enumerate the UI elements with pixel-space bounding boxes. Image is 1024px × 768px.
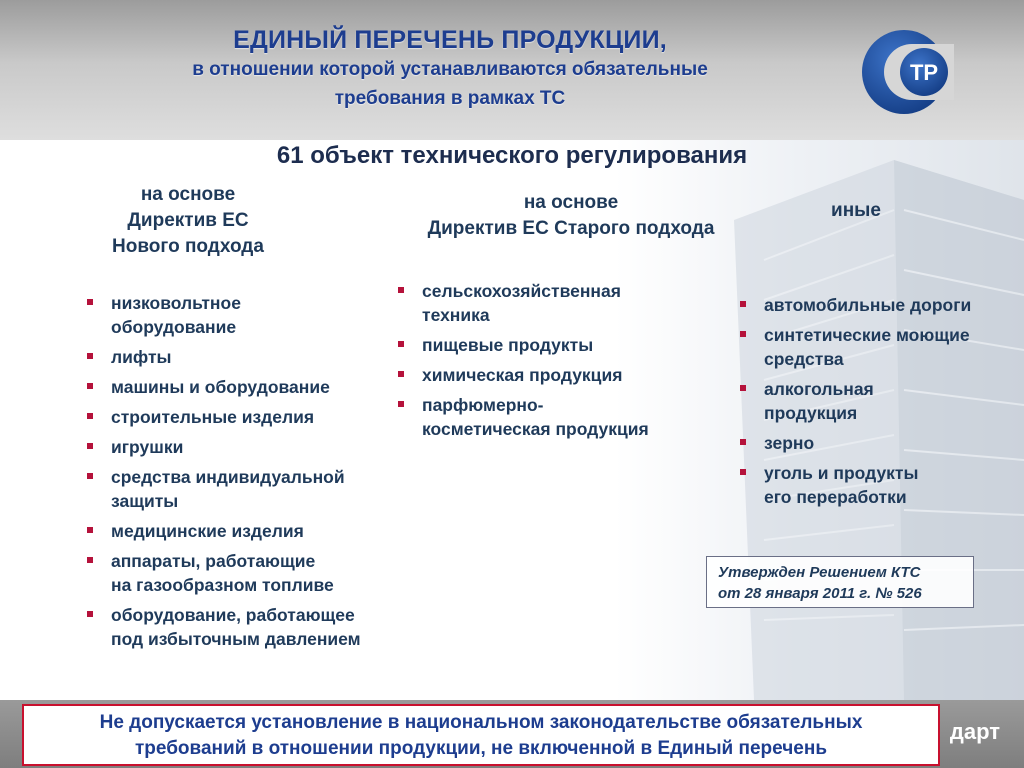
heading-line: Нового подхода xyxy=(112,236,264,257)
list-item: зерно xyxy=(739,431,1019,455)
bullet-icon xyxy=(740,385,746,391)
list-item: синтетические моющие средства xyxy=(739,323,1019,371)
bullet-icon xyxy=(87,299,93,305)
heading-line: на основе xyxy=(523,192,619,213)
list-item: химическая продукция xyxy=(397,363,717,387)
list-item: уголь и продукты его переработки xyxy=(739,461,1019,509)
list-item: оборудование, работающее под избыточным давлением xyxy=(86,603,406,651)
list-item: алкогольная продукция xyxy=(739,377,1019,425)
list-item: автомобильные дороги xyxy=(739,293,1019,317)
bullet-icon xyxy=(740,301,746,307)
decision-line2: от 28 января 2011 г. № 526 xyxy=(718,585,922,602)
bullet-icon xyxy=(87,443,93,449)
bullet-icon xyxy=(87,611,93,617)
heading-line: Директив ЕС Старого подхода xyxy=(427,218,715,239)
list-item: лифты xyxy=(86,345,406,369)
column-heading-other xyxy=(786,198,926,224)
footer-tail-text: дарт xyxy=(949,719,1000,744)
list-old-approach xyxy=(397,279,717,447)
list-other xyxy=(739,293,1019,515)
objects-count-number: 61 xyxy=(276,142,304,169)
bullet-icon xyxy=(398,401,404,407)
heading-line: Директив ЕС xyxy=(127,210,249,231)
objects-count-text: объект технического регулирования xyxy=(310,142,748,169)
list-item: низковольтное оборудование xyxy=(86,291,406,339)
bullet-icon xyxy=(740,331,746,337)
bullet-icon xyxy=(87,383,93,389)
bullet-icon xyxy=(398,341,404,347)
logo-text: ТР xyxy=(909,60,939,85)
objects-count xyxy=(0,142,1024,170)
decision-line1: Утвержден Решением КТС xyxy=(718,564,921,581)
column-heading-new-approach xyxy=(78,182,298,260)
bullet-icon xyxy=(87,353,93,359)
bullet-icon xyxy=(398,287,404,293)
column-heading-old-approach xyxy=(385,190,757,242)
decision-note xyxy=(706,556,974,608)
bullet-icon xyxy=(87,527,93,533)
bullet-icon xyxy=(740,469,746,475)
notice-line1: Не допускается установление в национальном законодательстве обязательных xyxy=(99,712,863,733)
list-item: машины и оборудование xyxy=(86,375,406,399)
bullet-icon xyxy=(398,371,404,377)
list-item: строительные изделия xyxy=(86,405,406,429)
list-item: парфюмерно- косметическая продукция xyxy=(397,393,717,441)
list-item: пищевые продукты xyxy=(397,333,717,357)
bullet-icon xyxy=(740,439,746,445)
list-item: средства индивидуальной защиты xyxy=(86,465,406,513)
bullet-icon xyxy=(87,557,93,563)
notice-line2: требований в отношении продукции, не включенной в Единый перечень xyxy=(134,738,828,759)
list-item: аппараты, работающие на газообразном топливе xyxy=(86,549,406,597)
ctr-logo xyxy=(858,24,954,120)
bullet-icon xyxy=(87,413,93,419)
page-title: ЕДИНЫЙ ПЕРЕЧЕНЬ ПРОДУКЦИИ, xyxy=(233,26,667,54)
page-subtitle-line2: требования в рамках ТС xyxy=(334,88,566,109)
heading-line: иные xyxy=(831,200,881,221)
title-block xyxy=(130,26,770,113)
list-item: сельскохозяйственная техника xyxy=(397,279,717,327)
page-subtitle-line1: в отношении которой устанавливаются обязательные xyxy=(192,59,708,80)
list-item: игрушки xyxy=(86,435,406,459)
list-item: медицинские изделия xyxy=(86,519,406,543)
notice-box xyxy=(22,704,940,766)
list-new-approach xyxy=(86,291,406,657)
heading-line: на основе xyxy=(140,184,236,205)
bullet-icon xyxy=(87,473,93,479)
